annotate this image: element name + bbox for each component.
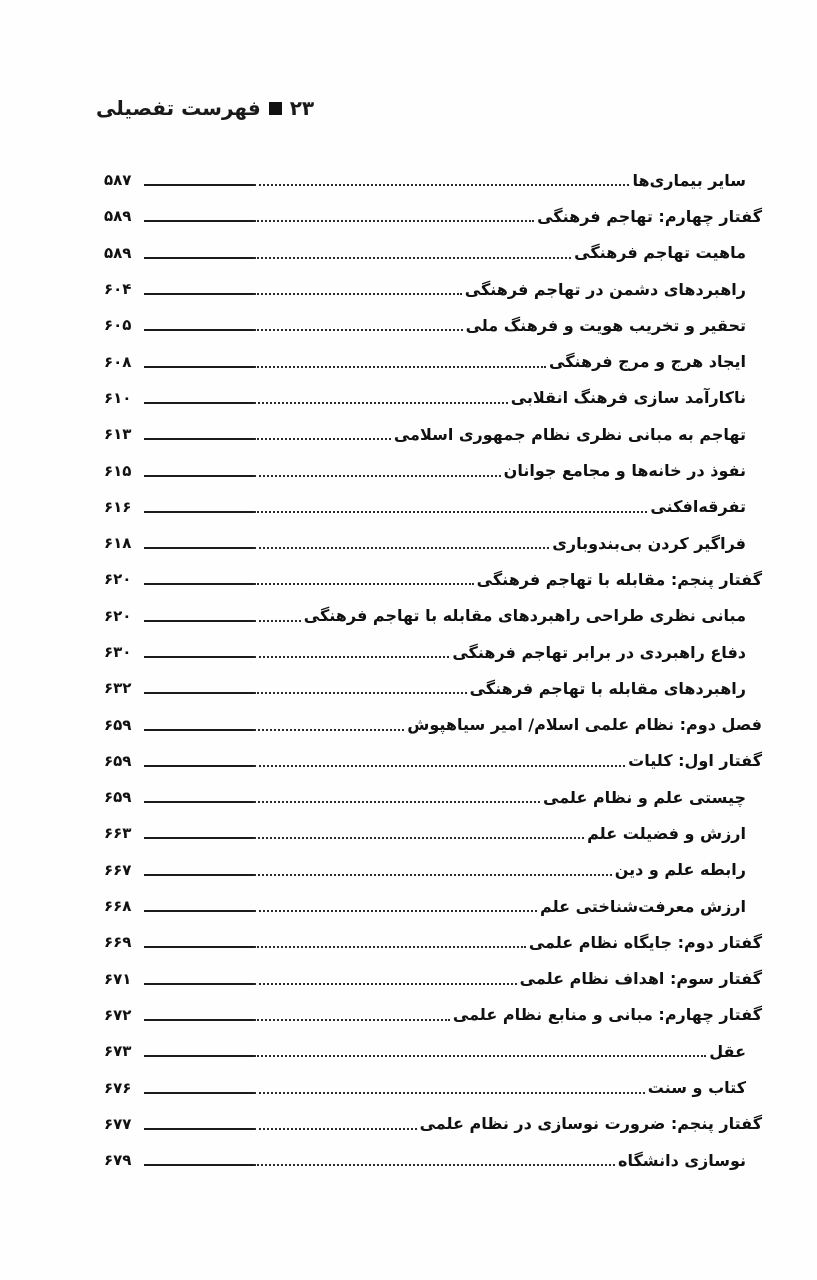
header-page-number: ۲۳ bbox=[289, 96, 315, 120]
toc-entry-title: راهبردهای دشمن در تهاجم فرهنگی bbox=[464, 279, 746, 299]
leader-rule bbox=[144, 1055, 254, 1057]
toc-page-number: ۵۸۹ bbox=[104, 243, 132, 262]
leader-dots bbox=[254, 366, 546, 368]
toc-entry-title: ارزش معرفت‌شناختی علم bbox=[540, 896, 746, 916]
leader-rule bbox=[144, 438, 254, 440]
toc-entry bbox=[104, 1069, 762, 1105]
toc-page-number: ۶۵۹ bbox=[104, 751, 132, 770]
toc-entry-title: فراگیر کردن بی‌بندوباری bbox=[552, 533, 746, 553]
leader-dots bbox=[254, 293, 462, 295]
toc-entry bbox=[104, 888, 762, 924]
toc-page-number: ۵۸۹ bbox=[104, 207, 132, 226]
toc-page-number: ۶۷۷ bbox=[104, 1114, 132, 1133]
toc-page-number: ۶۳۰ bbox=[104, 643, 132, 661]
toc-page-number: ۶۷۲ bbox=[104, 1005, 132, 1024]
toc-entry bbox=[104, 743, 762, 779]
leader-dots bbox=[254, 1055, 706, 1057]
leader-rule bbox=[144, 874, 254, 876]
toc-entry bbox=[104, 380, 762, 416]
toc-entry-title: عقل bbox=[709, 1041, 746, 1061]
leader-rule bbox=[144, 946, 254, 948]
toc-entry bbox=[104, 1106, 762, 1142]
toc-page-number: ۶۷۱ bbox=[104, 969, 132, 988]
dot-leader bbox=[142, 1152, 618, 1166]
dot-leader bbox=[142, 789, 543, 803]
dot-leader bbox=[142, 644, 452, 658]
dot-leader bbox=[142, 971, 520, 985]
toc-entry bbox=[104, 997, 762, 1033]
leader-dots bbox=[254, 184, 629, 186]
toc-entry-title: گفتار اول: کلیات bbox=[628, 751, 762, 771]
toc-page-number: ۶۱۶ bbox=[104, 497, 132, 516]
toc-entry bbox=[104, 561, 762, 597]
leader-dots bbox=[254, 438, 391, 440]
toc-page-number: ۶۶۸ bbox=[104, 897, 132, 916]
toc-entry bbox=[104, 670, 762, 706]
dot-leader bbox=[142, 245, 574, 259]
toc-entry bbox=[104, 525, 762, 561]
leader-rule bbox=[144, 257, 254, 259]
toc-page-number: ۶۲۰ bbox=[104, 606, 132, 625]
leader-rule bbox=[144, 765, 254, 767]
leader-dots bbox=[254, 837, 584, 839]
dot-leader bbox=[142, 1116, 420, 1130]
toc-entry-title: گفتار چهارم: تهاجم فرهنگی bbox=[537, 206, 762, 226]
leader-dots bbox=[254, 729, 404, 731]
dot-leader bbox=[142, 571, 477, 585]
leader-dots bbox=[254, 692, 467, 694]
leader-dots bbox=[254, 910, 537, 912]
leader-rule bbox=[144, 983, 254, 985]
leader-dots bbox=[254, 1164, 615, 1166]
dot-leader bbox=[142, 608, 304, 622]
toc-entry bbox=[104, 235, 762, 271]
toc-entry-title: کتاب و سنت bbox=[647, 1078, 746, 1098]
toc-entry-title: دفاع راهبردی در برابر تهاجم فرهنگی bbox=[452, 642, 746, 662]
toc-entry-title: ایجاد هرج و مرج فرهنگی bbox=[549, 352, 746, 372]
leader-rule bbox=[144, 402, 254, 404]
toc-entry-title: نفوذ در خانه‌ها و مجامع جوانان bbox=[503, 461, 746, 481]
leader-dots bbox=[254, 1019, 450, 1021]
square-bullet-icon bbox=[269, 102, 282, 115]
dot-leader bbox=[142, 825, 587, 839]
leader-rule bbox=[144, 1164, 254, 1166]
leader-dots bbox=[254, 475, 501, 477]
toc-entry-title: گفتار چهارم: مبانی و منابع نظام علمی bbox=[452, 1005, 762, 1025]
leader-rule bbox=[144, 656, 254, 658]
toc-entry-title: گفتار سوم: اهداف نظام علمی bbox=[519, 969, 762, 989]
leader-rule bbox=[144, 729, 254, 731]
dot-leader bbox=[142, 898, 540, 912]
toc-page-number: ۶۱۳ bbox=[104, 425, 132, 444]
toc-entry-title: گفتار پنجم: ضرورت نوسازی در نظام علمی bbox=[419, 1114, 762, 1134]
leader-rule bbox=[144, 1128, 254, 1130]
table-of-contents bbox=[104, 162, 762, 1178]
dot-leader bbox=[142, 1043, 709, 1057]
dot-leader bbox=[142, 390, 511, 404]
leader-rule bbox=[144, 366, 254, 368]
dot-leader bbox=[142, 934, 529, 948]
leader-rule bbox=[144, 293, 254, 295]
dot-leader bbox=[142, 753, 628, 767]
toc-page-number: ۶۰۸ bbox=[104, 352, 132, 371]
toc-page-number: ۶۱۸ bbox=[104, 534, 132, 553]
toc-page-number: ۶۷۹ bbox=[104, 1151, 132, 1170]
toc-entry bbox=[104, 598, 762, 634]
leader-rule bbox=[144, 547, 254, 549]
leader-rule bbox=[144, 837, 254, 839]
toc-entry-title: تحقیر و تخریب هویت و فرهنگ ملی bbox=[465, 315, 746, 335]
toc-page-number: ۶۱۵ bbox=[104, 461, 132, 480]
leader-rule bbox=[144, 583, 254, 585]
dot-leader bbox=[142, 680, 470, 694]
dot-leader bbox=[142, 862, 615, 876]
toc-entry-title: نوسازی دانشگاه bbox=[618, 1150, 746, 1170]
toc-page-number: ۶۷۳ bbox=[104, 1042, 132, 1061]
toc-entry bbox=[104, 489, 762, 525]
leader-dots bbox=[254, 656, 449, 658]
toc-entry bbox=[104, 416, 762, 452]
toc-page-number: ۶۶۹ bbox=[104, 933, 132, 952]
leader-dots bbox=[254, 547, 549, 549]
leader-rule bbox=[144, 1019, 254, 1021]
dot-leader bbox=[142, 172, 632, 186]
leader-dots bbox=[254, 801, 540, 803]
toc-page-number: ۶۲۰ bbox=[104, 570, 132, 589]
leader-dots bbox=[254, 1128, 417, 1130]
toc-entry-title: فصل دوم: نظام علمی اسلام/ امیر سیاهپوش bbox=[407, 715, 762, 735]
dot-leader bbox=[142, 499, 650, 513]
leader-rule bbox=[144, 475, 254, 477]
toc-entry bbox=[104, 852, 762, 888]
running-header bbox=[96, 96, 314, 120]
dot-leader bbox=[142, 535, 552, 549]
dot-leader bbox=[142, 1007, 453, 1021]
leader-dots bbox=[254, 946, 526, 948]
toc-page-number: ۶۷۶ bbox=[104, 1078, 132, 1097]
leader-rule bbox=[144, 910, 254, 912]
toc-page-number: ۵۸۷ bbox=[104, 171, 132, 190]
leader-dots bbox=[254, 620, 301, 622]
toc-entry-title: ماهیت تهاجم فرهنگی bbox=[574, 243, 746, 263]
dot-leader bbox=[142, 317, 466, 331]
leader-rule bbox=[144, 801, 254, 803]
leader-rule bbox=[144, 620, 254, 622]
leader-rule bbox=[144, 692, 254, 694]
toc-entry bbox=[104, 961, 762, 997]
toc-entry-title: مبانی نظری طراحی راهبردهای مقابله با تهاجم فرهنگی bbox=[303, 606, 746, 626]
leader-rule bbox=[144, 511, 254, 513]
toc-entry-title: راهبردهای مقابله با تهاجم فرهنگی bbox=[469, 678, 746, 698]
dot-leader bbox=[142, 463, 504, 477]
dot-leader bbox=[142, 208, 537, 222]
toc-entry bbox=[104, 271, 762, 307]
toc-page-number: ۶۵۹ bbox=[104, 788, 132, 807]
toc-entry bbox=[104, 162, 762, 198]
toc-entry bbox=[104, 307, 762, 343]
dot-leader bbox=[142, 426, 394, 440]
toc-entry bbox=[104, 815, 762, 851]
toc-entry bbox=[104, 924, 762, 960]
dot-leader bbox=[142, 354, 549, 368]
toc-page-number: ۶۶۷ bbox=[104, 860, 132, 879]
toc-page-number: ۶۶۳ bbox=[104, 824, 132, 843]
leader-rule bbox=[144, 329, 254, 331]
toc-page-number: ۶۰۴ bbox=[104, 280, 132, 299]
leader-dots bbox=[254, 257, 571, 259]
leader-rule bbox=[144, 1092, 254, 1094]
header-section-title: فهرست تفصیلی bbox=[96, 96, 261, 120]
toc-entry-title: ناکارآمد سازی فرهنگ انقلابی bbox=[510, 388, 746, 408]
leader-dots bbox=[254, 220, 534, 222]
toc-entry bbox=[104, 779, 762, 815]
leader-dots bbox=[254, 329, 463, 331]
toc-entry-title: سایر بیماری‌ها bbox=[632, 170, 746, 190]
toc-entry-title: گفتار دوم: جایگاه نظام علمی bbox=[528, 932, 762, 952]
toc-page-number: ۶۵۹ bbox=[104, 715, 132, 734]
toc-entry bbox=[104, 452, 762, 488]
leader-rule bbox=[144, 220, 254, 222]
leader-dots bbox=[254, 402, 508, 404]
toc-entry bbox=[104, 706, 762, 742]
toc-entry-title: ارزش و فضیلت علم bbox=[587, 823, 746, 843]
toc-entry-title: تفرقه‌افکنی bbox=[650, 497, 746, 517]
leader-dots bbox=[254, 511, 647, 513]
toc-page-number: ۶۰۵ bbox=[104, 316, 132, 335]
toc-entry bbox=[104, 198, 762, 234]
leader-dots bbox=[254, 983, 517, 985]
leader-dots bbox=[254, 1092, 645, 1094]
toc-entry-title: تهاجم به مبانی نظری نظام جمهوری اسلامی bbox=[393, 424, 746, 444]
toc-entry-title: رابطه علم و دین bbox=[614, 860, 746, 880]
leader-dots bbox=[254, 874, 612, 876]
toc-entry bbox=[104, 1142, 762, 1178]
dot-leader bbox=[142, 281, 465, 295]
leader-dots bbox=[254, 765, 625, 767]
leader-rule bbox=[144, 184, 254, 186]
toc-page-number: ۶۱۰ bbox=[104, 388, 132, 407]
dot-leader bbox=[142, 717, 407, 731]
leader-dots bbox=[254, 583, 474, 585]
toc-entry-title: گفتار پنجم: مقابله با تهاجم فرهنگی bbox=[476, 569, 762, 589]
toc-entry bbox=[104, 343, 762, 379]
toc-entry-title: چیستی علم و نظام علمی bbox=[543, 787, 746, 807]
dot-leader bbox=[142, 1080, 648, 1094]
toc-entry bbox=[104, 1033, 762, 1069]
toc-page-number: ۶۳۲ bbox=[104, 679, 132, 698]
toc-entry bbox=[104, 634, 762, 670]
